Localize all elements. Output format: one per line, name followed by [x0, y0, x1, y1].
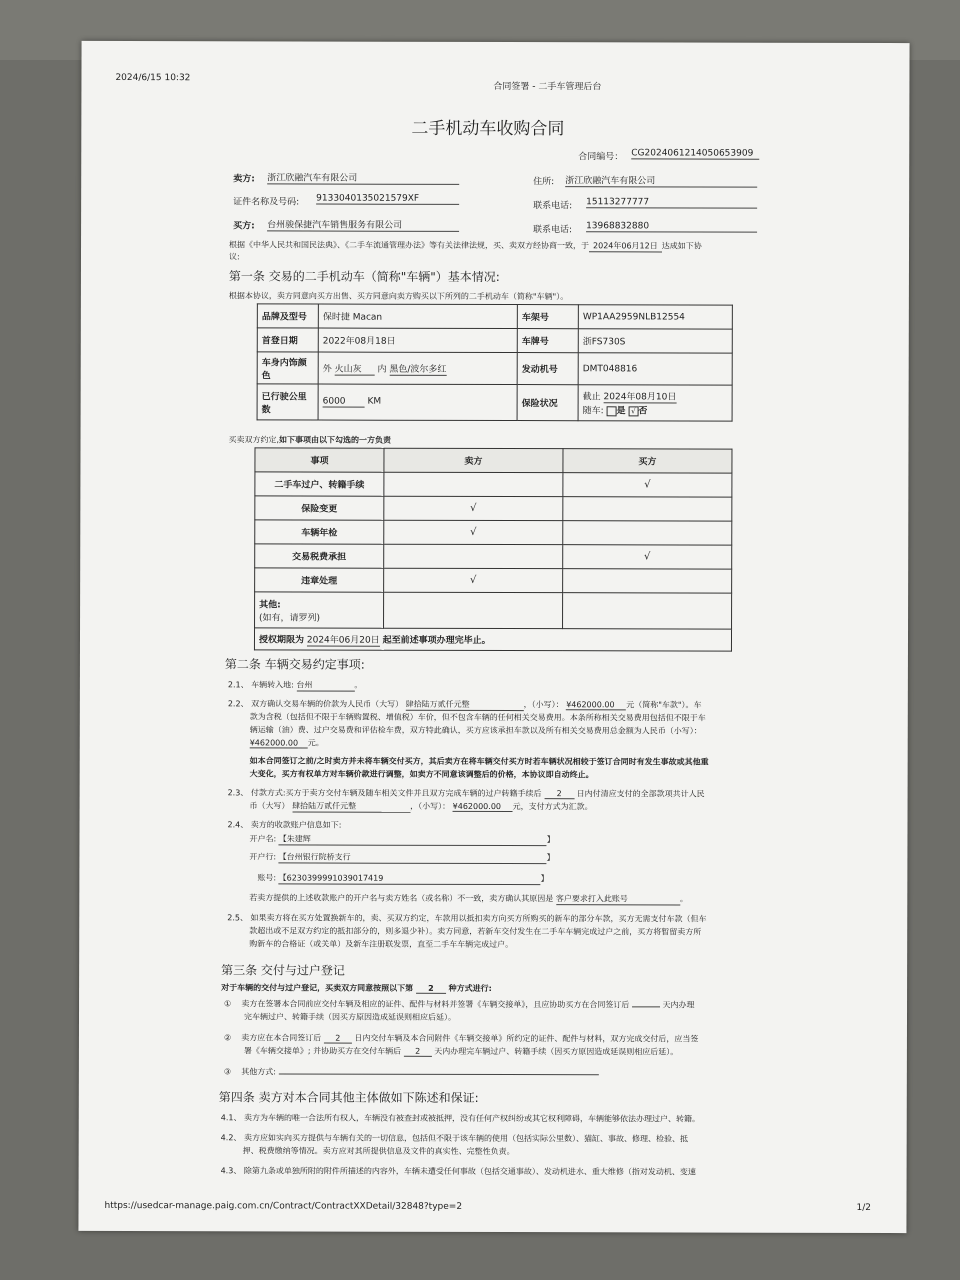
cert-label: 证件名称及号码:	[233, 197, 300, 208]
seller-label: 卖方:	[233, 174, 255, 185]
intro-text-end: 议:	[228, 252, 240, 262]
brand-value: 保时捷 Macan	[318, 304, 517, 329]
clause-2-2-line4: ¥462000.00 元。	[249, 738, 324, 748]
deadline-row: 授权期限为 2024年06月20日 起至前述事项办理完毕止。	[254, 628, 731, 651]
clause-2-2-line1: 2.2、 双方确认交易车辆的价款为人民币（大写） 肆拾陆万贰仟元整 ，（小写）： ¥462000.00 元（简称"车款"）。车	[227, 699, 702, 710]
phone2-label: 联系电话:	[533, 225, 573, 236]
clause-2-3-line2: 币（大写） 肆拾陆万贰仟元整 ，（小写）： ¥462000.00 元，支付方式为汇款。	[249, 801, 593, 812]
clause-4-3: 4.3、 除第九条或单独所附的附件所描述的内容外，车辆未遭受任何事故（包括交通事故）、发动机进水、重大维修（指对发动机、变速	[220, 1166, 696, 1177]
clause-4-1: 4.1、 卖方为车辆的唯一合法所有权人，车辆没有被查封或被抵押，没有任何产权纠纷或其它权利障碍，车辆能够依法办理过户、转籍。	[220, 1113, 701, 1124]
article-1-title: 第一条 交易的二手机动车（简称"车辆"）基本情况:	[228, 269, 500, 285]
col-item: 事项	[255, 448, 384, 472]
clause-2-2-bold-2: 大变化，买方有权单方对车辆价款进行调整，如卖方不同意该调整后的价格，本协议即自动终止。	[249, 769, 594, 780]
print-datetime: 2024/6/15 10:32	[115, 73, 191, 84]
engine-label: 发动机号	[517, 353, 578, 385]
color-label: 车身内饰颜色	[257, 352, 318, 384]
table-row: 违章处理 √	[255, 568, 732, 593]
bank-row: 开户行: 【台州银行院桥支行 】	[249, 852, 555, 863]
article-1-desc: 根据本协议，卖方同意向买方出售、买方同意向卖方购买以下所列的二手机动车（简称"车辆"）。	[228, 291, 569, 302]
vin-value: WP1AA2959NLB12554	[578, 305, 732, 329]
table-row: 交易税费承担 √	[255, 544, 732, 569]
vehicle-table	[257, 303, 733, 421]
article-3-intro: 对于车辆的交付与过户登记，买卖双方同意按照以下第 2 种方式进行:	[221, 983, 492, 993]
option-1-line2: 完车辆过户、转籍手续（因买方原因造成延误则相应后延）。	[243, 1012, 457, 1022]
km-value: 6000 KM	[318, 384, 517, 421]
clause-2-5-line1: 2.5、 如果卖方将在买方处置换新车的，卖、买双方约定，车款用以抵扣卖方向买方所购买的新车的部分车款，买方无需支付车款（但车	[227, 913, 707, 924]
clause-2-5-line2: 款超出或不足双方约定的抵扣部分的，则多退少补）。卖方同意，若新车交付发生在二手车车辆完成过户之前，买方将暂留卖方所	[249, 926, 702, 937]
contract-title: 二手机动车收购合同	[411, 118, 565, 140]
contract-no: CG2024061214050653909	[631, 148, 759, 159]
vin-label: 车架号	[517, 305, 578, 329]
clause-2-3-line1: 2.3、 付款方式:买方于卖方交付车辆及随车相关文件并且双方完成车辆的过户转籍手续后 2 日内付清应支付的全部款项共计人民	[227, 788, 705, 799]
intro-text: 根据《中华人民共和国民法典》、《二手车流通管理办法》等有关法律法规，买、卖双方经协商一致，于 2024年06月12日 达成如下协	[229, 240, 702, 251]
insurance-label: 保险状况	[517, 385, 578, 421]
duty-table	[254, 447, 733, 651]
article-2-title: 第二条 车辆交易约定事项:	[224, 657, 365, 672]
reg-value: 2022年08月18日	[318, 328, 517, 353]
buyer-name: 台州骏保捷汽车销售服务有限公司	[267, 217, 459, 232]
phone2-value: 13968832880	[586, 221, 757, 232]
checkbox-no: √	[628, 406, 638, 416]
table-row: 保险变更 √	[255, 496, 732, 521]
buyer-label: 买方:	[233, 221, 255, 232]
phone1-value: 15113277777	[586, 197, 757, 208]
option-2-line1: ② 卖方应在本合同签订后 2 日内交付车辆及本合同附件《车辆交接单》所约定的证件、配件与材料，双方完成交付后，应当签	[223, 1033, 699, 1044]
engine-value: DMT048816	[578, 353, 732, 385]
insurance-value: 截止 2024年08月10日 随车: 是 √ 否	[578, 385, 732, 421]
print-url: https://usedcar-manage.paig.com.cn/Contract/ContractXXDetail/32848?type=2	[104, 1200, 463, 1212]
contract-no-label: 合同编号：	[578, 152, 624, 163]
clause-4-2-line2: 押、税费缴纳等情况。卖方应对其所提供信息及文件的真实性、完整性负责。	[242, 1146, 515, 1157]
seller-name: 浙江欣融汽车有限公司	[267, 170, 459, 185]
clause-4-2-line1: 4.2、 卖方应如实向买方提供与车辆有关的一切信息，包括但不限于该车辆的使用（包括实际公里数）、猫缸、事故、修理、检验、抵	[220, 1133, 688, 1144]
col-seller: 卖方	[384, 448, 563, 472]
other-cell: 其他: (如有，请罗列)	[255, 592, 384, 628]
clause-2-5-line3: 购新车的合格证（或关单）及新车注册联发票，直至二手车车辆完成过户。	[249, 939, 514, 950]
reg-label: 首登日期	[257, 328, 318, 352]
plate-value: 浙FS730S	[578, 329, 732, 353]
color-value: 外 火山灰 内 黑色/波尔多红	[318, 352, 517, 385]
phone1-label: 联系电话:	[533, 201, 573, 212]
col-buyer: 买方	[563, 449, 732, 473]
print-page-title: 合同签署 - 二手车管理后台	[493, 81, 602, 93]
brand-label: 品牌及型号	[257, 304, 318, 328]
option-2-line2: 署《车辆交接单》; 并协助买方在交付车辆后 2 天内办理完车辆过户、转籍手续（因买方原因造成延误则相应后延）。	[243, 1046, 679, 1057]
address-value: 浙江欣融汽车有限公司	[565, 173, 757, 188]
contract-paper	[78, 41, 909, 1233]
clause-2-1: 2.1、 车辆转入地: 台州 。	[227, 680, 363, 690]
print-page-number: 1/2	[856, 1202, 872, 1213]
clause-2-4-title: 2.4、 卖方的收款账户信息如下:	[227, 820, 342, 830]
checkbox-yes	[607, 406, 617, 416]
address-label: 住所:	[533, 177, 555, 188]
clause-2-2-line3: 辆运输（油）费、过户交易费和评估检车费，双方特此确认，买方应该承担车款以及所有相关交易费用总金额为人民币（小写）：	[249, 725, 702, 736]
clause-2-2-line2: 款为含税（包括但不限于车辆购置税、增值税）车价，但不包含车辆的任何相关交易费用。本条所称相关交易费用包括但不限于车	[249, 712, 706, 723]
account-no-row: 账号: 【6230399991039017419 】	[257, 873, 549, 884]
account-name-row: 开户名: 【朱建辉 】	[249, 834, 555, 845]
duty-intro: 买卖双方约定,如下事项由以下勾选的一方负责	[228, 435, 392, 445]
article-4-title: 第四条 卖方对本合同其他主体做如下陈述和保证:	[218, 1090, 479, 1105]
plate-label: 车牌号	[517, 329, 578, 353]
km-label: 已行驶公里数	[257, 384, 318, 420]
option-3: ③ 其他方式:	[224, 1066, 599, 1078]
table-row: 二手车过户、转籍手续 √	[255, 472, 732, 497]
account-note: 若卖方提供的上述收款账户的开户名与卖方姓名（或名称）不一致，卖方确认其原因是 客户要求打入此账号 。	[249, 893, 688, 904]
cert-value: 9133040135021579XF	[316, 194, 459, 205]
clause-2-2-bold-1: 如本合同签订之前/之时卖方并未将车辆交付买方，其后卖方在将车辆交付买方时若车辆状况相较于签订合同时有发生事故或其他重	[249, 756, 709, 767]
option-1-line1: ① 卖方在签署本合同前应交付车辆及相应的证件、配件与材料并签署《车辆交接单》，且应协助买方在合同签订后 天内办理	[224, 999, 695, 1010]
table-row: 车辆年检 √	[255, 520, 732, 545]
article-3-title: 第三条 交付与过户登记	[221, 963, 345, 978]
